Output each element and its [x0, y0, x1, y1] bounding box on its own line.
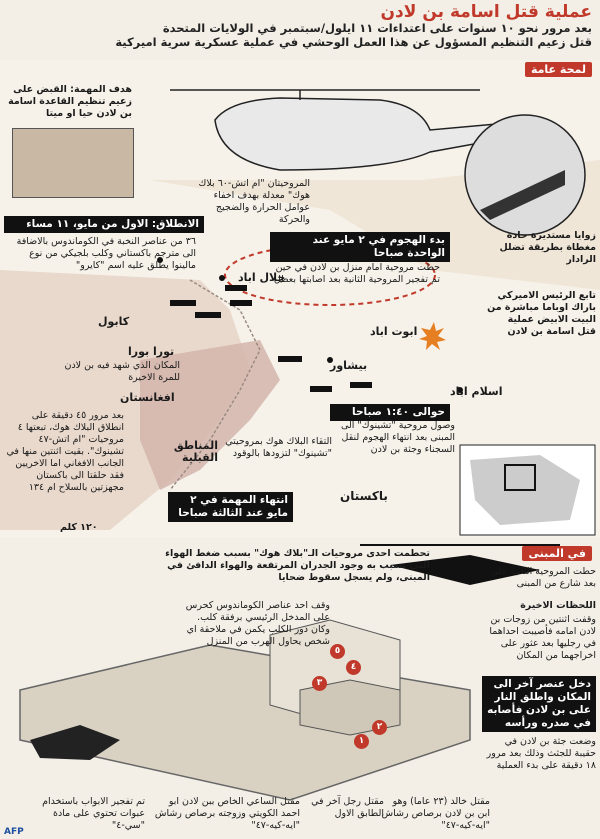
place-kabul: كابول [98, 315, 130, 328]
time140-body: وصول مروحية "تشينوك" الى المبنى بعد انتهاء الهجوم لنقل السجناء وجثة بن لادن [340, 420, 455, 455]
place-tribal: المناطق القبلية [173, 439, 218, 464]
marker-4: ٤ [346, 660, 361, 675]
marker-5: ٥ [330, 644, 345, 659]
subtitle-line-2: قتل زعيم التنظيم المسؤول عن هذا العمل الوحشي في عملية عسكرية سرية اميركية [115, 35, 592, 49]
tora-bora-note: المكان الذي شهد فيه بن لادن للمرة الاخيرة [64, 360, 180, 383]
subtitle-line-1: بعد مرور نحو ١٠ سنوات على اعتداءات ١١ ايلول/سبتمبر في الولايات المتحدة [162, 21, 592, 35]
marker-3: ٣ [312, 676, 327, 691]
launch-body: ٣٦ من عناصر النخبة في الكوماندوس بالاضافة الى مترجم باكستاني وكلب بلجيكي من نوع مالينوا يطلق عليه اسم "كايرو" [16, 236, 196, 271]
attack-body: حطت مروحية امام منزل بن لادن في حين تم تفجير المروحية الثانية بعد اصابتها بعطل [273, 262, 440, 285]
guard-note: وقف احد عناصر الكوماندوس كحرس على المدخل الرئيسي برفقة كلب. وكان دور الكلب يكمن في ملاحقة اي شخص يحاول الهرب من المنزل [185, 600, 330, 647]
doors-note: تم تفجير الابواب باستخدام عبوات تحتوي على مادة "سي-٤" [42, 796, 145, 831]
page-title: عملية قتل اسامة بن لادن [380, 2, 592, 22]
place-pakistan: باكستان [340, 489, 388, 503]
place-islamabad: اسلام اباد [450, 385, 503, 398]
meet-note: التقاء البلاك هوك بمروحيتي "تشينوك" لتزودها بالوقود [225, 436, 332, 459]
marker-2: ٢ [372, 720, 387, 735]
entered-title: دخل عنصر آخر الى المكان واطلق النار على بن لادن فأصابه في صدره ورأسه [482, 676, 596, 732]
blade-detail [465, 115, 585, 235]
count120-note: ١٢٠ كلم [60, 522, 98, 533]
after45-note: بعد مرور ٤٥ دقيقة على انطلاق البلاك هوك، تبعتها ٤ مروحيات "ام اتش-٤٧ تشينوك". بقيت اثنتين منها في الجانب الافغاني اما الاخريين فقد حلقتا الى باكستان مجهزتين بالسلاح ام ١٣٤ [6, 410, 124, 493]
body-bag-note: وضعت جثة بن لادن في حقيبة للجثث وذلك بعد مرور ١٨ دقيقة على بدء العملية [486, 736, 596, 771]
time140-title: حوالى ١:٤٠ صباحا [330, 404, 450, 421]
khalid-note: مقتل خالد (٢٣ عاما) وهو ابن بن لادن برصاص رشاش "ايه-كيه-٤٧" [381, 796, 490, 831]
attack-title: بدء الهجوم في ٢ مايو عند الواحدة صباحا [270, 232, 450, 262]
jalalabad-dot [219, 275, 225, 281]
tag-inside: في المبنى [522, 546, 592, 561]
courier-note: مقتل الساعي الخاص ببن لادن ابو احمد الكويتي وزوجته برصاص رشاش "ايه-كيه-٤٧" [154, 796, 300, 831]
president-note: تابع الرئيس الاميركي باراك اوباما مباشرة من البيت الابيض عملية قتل اسامة بن لادن [487, 290, 596, 337]
place-jalalabad: جلال اباد [238, 271, 286, 284]
launch-title: الانطلاق: الاول من مايو، ١١ مساء [4, 216, 204, 233]
place-abbottabad: ابوت اباد [370, 325, 418, 338]
man-floor-note: مقتل رجل آخر في الطابق الاول [311, 796, 384, 819]
mission-target-note: هدف المهمة: القبض على زعيم تنظيم القاعدة اسامة بن لادن حيا او ميتا [8, 84, 132, 119]
place-tora-bora: تورا بورا [128, 345, 175, 358]
end-title: انتهاء المهمة في ٢ مايو عند الثالثة صباحا [168, 492, 293, 522]
place-peshawar: بيشاور [330, 359, 368, 372]
last-moments-note: وقفت اثنتين من زوجات بن لادن امامه فأصيبت احداهما في رجليها بعد عثور على اخراجهما من المكان [489, 614, 596, 661]
last-moments-title: اللحظات الاخيرة [520, 600, 596, 611]
second-heli-note: حطت المروحية الثانية على بعد شارع من المبنى [490, 566, 596, 589]
marker-1: ١ [354, 734, 369, 749]
rotors-note: المروحيتان "ام اتش-٦٠ بلاك هوك" معدلة بهدف اخفاء عوامل الحرارة والضجيج والحركة [198, 178, 310, 225]
crash-note: تحطمت احدى مروحيات الـ"بلاك هوك" بسبب ضغط الهواء التي تسبب به وجود الجدران المرتفعة والهواء الدافئ في المبنى، ولم يسجل سقوط ضحايا [165, 548, 430, 583]
place-afghanistan: افغانستان [120, 391, 175, 404]
bin-laden-photo [12, 128, 134, 198]
blades-note: زوايا مستديرة حادة مغطاة بطريقة تضلل الرادار [499, 230, 596, 265]
afp-credit: AFP [4, 827, 24, 837]
tag-overview: لمحة عامة [525, 62, 592, 77]
